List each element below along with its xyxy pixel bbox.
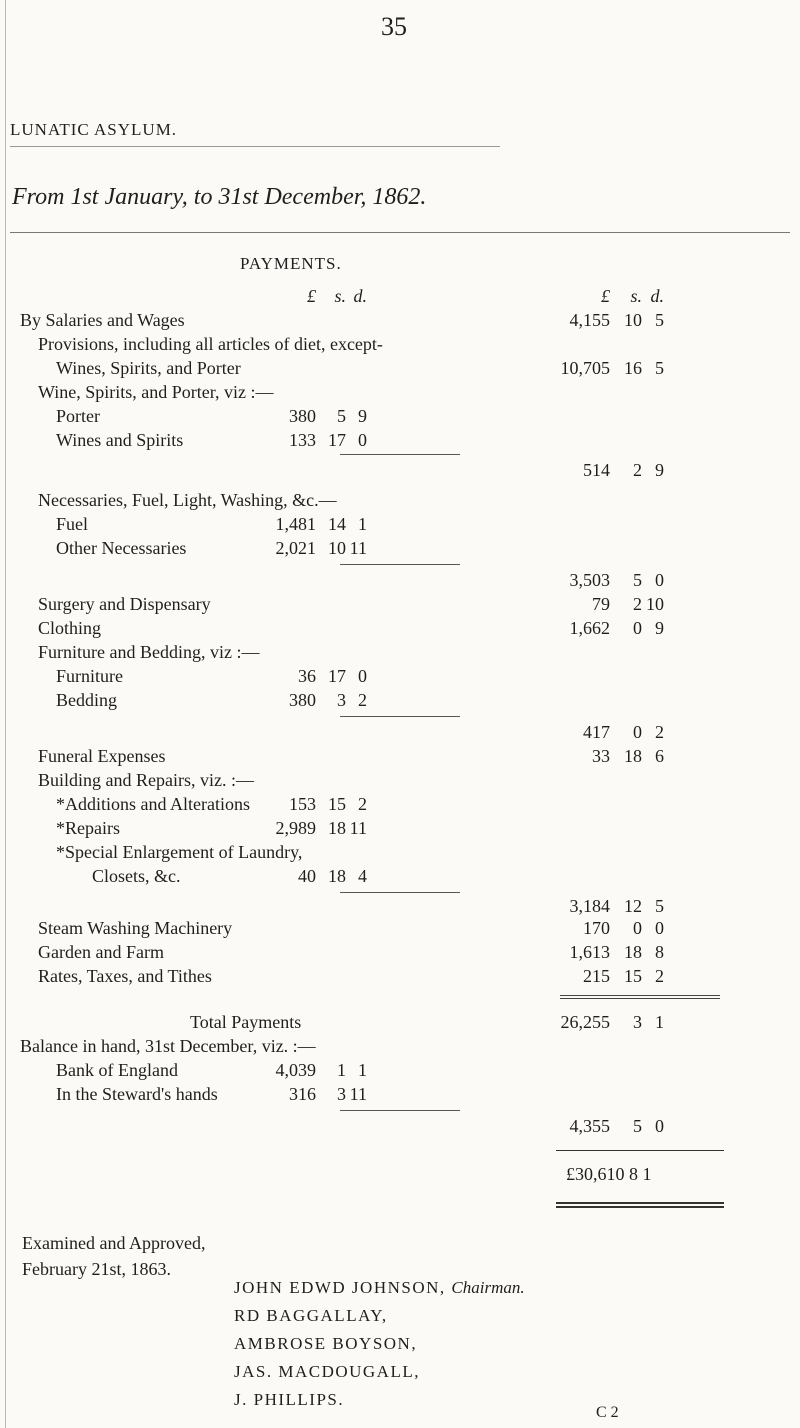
total-shillings: 0 (633, 722, 642, 742)
total-shillings: 0 (633, 618, 642, 638)
signatory-chairman (234, 1278, 525, 1298)
row-label: Funeral Expenses (38, 746, 166, 766)
sub-shillings: 15 (328, 794, 346, 814)
total-shillings: 12 (624, 896, 642, 916)
total-pounds: 4,155 (569, 310, 610, 330)
sub-pounds: 40 (298, 866, 316, 886)
signatory-name: AMBROSE BOYSON, (234, 1334, 418, 1353)
total-shillings: 18 (624, 942, 642, 962)
title-rule (10, 232, 790, 233)
sub-shillings: 3 (337, 1084, 346, 1104)
col-pounds-1: £ (307, 286, 316, 306)
col-shillings-1: s. (334, 286, 346, 306)
ledger-row (0, 712, 800, 740)
col-pounds-2: £ (601, 286, 610, 306)
total-shillings: 10 (624, 310, 642, 330)
chairman-role: Chairman. (451, 1278, 525, 1297)
row-label: Rates, Taxes, and Tithes (38, 966, 212, 986)
total-payments-shillings: 3 (633, 1012, 642, 1032)
total-pounds: 514 (583, 460, 610, 480)
sub-pounds: 4,039 (275, 1060, 316, 1080)
row-label: Furniture (56, 666, 123, 686)
total-pence: 9 (655, 460, 664, 480)
total-shillings: 2 (633, 460, 642, 480)
signature-mark: C 2 (596, 1404, 619, 1421)
signatory-name: RD BAGGALLAY, (234, 1306, 388, 1325)
row-label: Closets, &c. (92, 866, 181, 886)
ledger-row (0, 962, 800, 990)
row-label: *Special Enlargement of Laundry, (56, 842, 303, 862)
grand-total-rule (556, 1150, 724, 1151)
sub-pounds: 133 (289, 430, 316, 450)
total-pence: 10 (646, 594, 664, 614)
total-rule-bottom (560, 998, 720, 999)
total-shillings: 5 (633, 1116, 642, 1136)
sub-pence: 4 (358, 866, 367, 886)
sub-pence: 9 (358, 406, 367, 426)
total-pence: 0 (655, 1116, 664, 1136)
balance-steward-row (0, 1080, 800, 1108)
page-header: LUNATIC ASYLUM. (10, 120, 178, 139)
row-label: Wines, Spirits, and Porter (56, 358, 241, 378)
row-label: Surgery and Dispensary (38, 594, 211, 614)
total-pence: 5 (655, 358, 664, 378)
total-pounds: 33 (592, 746, 610, 766)
total-pounds: 1,613 (569, 942, 610, 962)
row-label: Garden and Farm (38, 942, 164, 962)
sub-pounds: 2,021 (275, 538, 316, 558)
row-label: By Salaries and Wages (20, 310, 185, 330)
ledger-row (0, 862, 800, 890)
sub-pence: 0 (358, 430, 367, 450)
total-payments-pence: 1 (655, 1012, 664, 1032)
sub-pounds: 2,989 (275, 818, 316, 838)
row-label: Wines and Spirits (56, 430, 184, 450)
sub-pence: 11 (349, 538, 367, 558)
sub-pence: 2 (358, 690, 367, 710)
total-payments-pounds: 26,255 (560, 1012, 610, 1032)
total-pence: 2 (655, 722, 664, 742)
total-shillings: 16 (624, 358, 642, 378)
row-label: Fuel (56, 514, 89, 534)
sub-pence: 1 (358, 1060, 367, 1080)
period-title: From 1st January, to 31st December, 1862. (12, 184, 427, 210)
sub-shillings: 5 (337, 406, 346, 426)
row-label: Porter (56, 406, 100, 426)
total-shillings: 0 (633, 918, 642, 938)
total-pence: 5 (655, 896, 664, 916)
total-shillings: 18 (624, 746, 642, 766)
page-number: 35 (381, 12, 407, 41)
subtotal-rule (340, 1110, 460, 1111)
total-pounds: 4,355 (569, 1116, 610, 1136)
total-pence: 8 (655, 942, 664, 962)
sub-shillings: 17 (328, 666, 346, 686)
balance-total-row (0, 1106, 800, 1134)
grand-total-rule-double-2 (556, 1206, 724, 1208)
row-label: Other Necessaries (56, 538, 187, 558)
signatory-name: J. PHILLIPS. (234, 1390, 345, 1409)
row-label: *Repairs (56, 818, 120, 838)
subtotal-rule (340, 892, 460, 893)
header-rule (10, 146, 500, 147)
total-pounds: 10,705 (560, 358, 610, 378)
total-pounds: 1,662 (569, 618, 610, 638)
grand-total: £30,610 8 1 (566, 1164, 652, 1184)
row-label: Necessaries, Fuel, Light, Washing, &c.— (38, 490, 337, 510)
total-pounds: 170 (583, 918, 610, 938)
total-shillings: 15 (624, 966, 642, 986)
total-pence: 6 (655, 746, 664, 766)
total-pence: 0 (655, 918, 664, 938)
ledger-row (0, 450, 800, 478)
chairman-name: JOHN EDWD JOHNSON, (234, 1278, 446, 1297)
sub-pence: 11 (349, 1084, 367, 1104)
total-pounds: 215 (583, 966, 610, 986)
sub-shillings: 18 (328, 818, 346, 838)
total-pounds: 3,503 (569, 570, 610, 590)
total-pence: 2 (655, 966, 664, 986)
ledger-row (0, 686, 800, 714)
total-rule-top (560, 995, 720, 996)
subtotal-rule (340, 564, 460, 565)
col-shillings-2: s. (630, 286, 642, 306)
subtotal-rule (340, 454, 460, 455)
total-pence: 0 (655, 570, 664, 590)
row-label: Steam Washing Machinery (38, 918, 233, 938)
sub-pounds: 153 (289, 794, 316, 814)
balance-bank-label: Bank of England (56, 1060, 178, 1080)
section-title: PAYMENTS. (240, 254, 342, 273)
ledger-row (0, 888, 800, 916)
row-label: Bedding (56, 690, 117, 710)
approval-line-2: February 21st, 1863. (22, 1259, 171, 1279)
sub-shillings: 3 (337, 690, 346, 710)
sub-pence: 2 (358, 794, 367, 814)
row-label: *Additions and Alterations (56, 794, 250, 814)
row-label: Building and Repairs, viz. :— (38, 770, 254, 790)
grand-total-rule-double-1 (556, 1202, 724, 1204)
sub-pounds: 380 (289, 690, 316, 710)
total-pounds: 417 (583, 722, 610, 742)
sub-pence: 0 (358, 666, 367, 686)
col-pence-1: d. (353, 286, 367, 306)
total-shillings: 5 (633, 570, 642, 590)
row-label: Furniture and Bedding, viz :— (38, 642, 260, 662)
row-label: Wine, Spirits, and Porter, viz :— (38, 382, 274, 402)
sub-pounds: 36 (298, 666, 316, 686)
total-payments-label: Total Payments (190, 1012, 302, 1032)
sub-pounds: 316 (289, 1084, 316, 1104)
sub-shillings: 10 (328, 538, 346, 558)
sub-shillings: 1 (337, 1060, 346, 1080)
ledger-row (0, 534, 800, 562)
approval-line-1: Examined and Approved, (22, 1233, 206, 1253)
total-shillings: 2 (633, 594, 642, 614)
col-pence-2: d. (650, 286, 664, 306)
sub-shillings: 18 (328, 866, 346, 886)
total-pence: 5 (655, 310, 664, 330)
total-pence: 9 (655, 618, 664, 638)
balance-label: Balance in hand, 31st December, viz. :— (20, 1036, 316, 1056)
row-label: Provisions, including all articles of diet, except- (38, 334, 383, 354)
sub-pounds: 1,481 (275, 514, 316, 534)
sub-pence: 11 (349, 818, 367, 838)
sub-shillings: 14 (328, 514, 346, 534)
ledger-row (0, 560, 800, 588)
total-pounds: 79 (592, 594, 610, 614)
total-pounds: 3,184 (569, 896, 610, 916)
signatory-name: JAS. MACDOUGALL, (234, 1362, 420, 1381)
row-label: Clothing (38, 618, 102, 638)
sub-pence: 1 (358, 514, 367, 534)
subtotal-rule (340, 716, 460, 717)
balance-steward-label: In the Steward's hands (56, 1084, 218, 1104)
sub-shillings: 17 (328, 430, 346, 450)
sub-pounds: 380 (289, 406, 316, 426)
